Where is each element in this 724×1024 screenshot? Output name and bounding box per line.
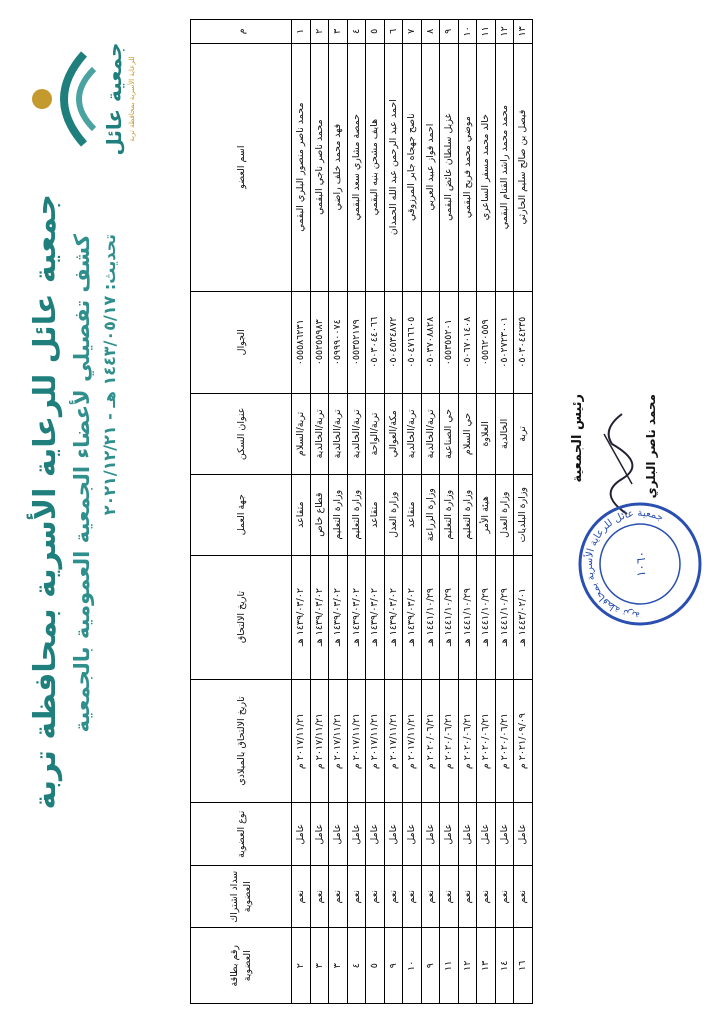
table-cell: ١٤٤١/١٠/٢٩ هـ bbox=[495, 555, 514, 679]
table-cell: ١٤٣٩/٠٣/٠٢ هـ bbox=[292, 555, 311, 679]
table-cell: ١٤٣٩/٠٣/٠٢ هـ bbox=[329, 555, 348, 679]
table-row bbox=[347, 20, 366, 1004]
table-cell: مكة/العوالي bbox=[384, 393, 403, 474]
table-cell: ١٤٤١/١٠/٢٩ هـ bbox=[421, 555, 440, 679]
stamp-ring-text: جمعية عائل للرعاية الأسرية بمحافظة تربة bbox=[583, 507, 665, 621]
table-cell: ٠٥٥٣٥٢١٧٩ bbox=[347, 291, 366, 393]
table-cell: تربة/الخالدية bbox=[329, 393, 348, 474]
signature-title: رئيس الجمعية bbox=[570, 394, 585, 483]
table-cell: وزارة البلديات bbox=[514, 474, 533, 555]
table-cell: تربة/الخالدية bbox=[310, 393, 329, 474]
table-row bbox=[458, 20, 477, 1004]
table-row bbox=[310, 20, 329, 1004]
table-cell: نعم bbox=[458, 865, 477, 928]
table-cell: ٠٥٥٣٥٥٢٠١ bbox=[440, 291, 459, 393]
table-cell: عامل bbox=[514, 803, 533, 866]
stamp-inner-text: ١٠٦٠ bbox=[634, 551, 648, 577]
table-cell: تربة/السلام bbox=[292, 393, 311, 474]
table-cell: تربة bbox=[514, 393, 533, 474]
table-cell: نعم bbox=[366, 865, 385, 928]
table-cell: وزارة الزراعة bbox=[421, 474, 440, 555]
table-cell: ١٤٣٩/٠٣/٠٢ هـ bbox=[384, 555, 403, 679]
table-cell: ٢٠٢٠/٠٦/٢١ م bbox=[440, 679, 459, 803]
column-header: الجوال bbox=[191, 291, 292, 393]
members-table bbox=[190, 19, 533, 1004]
table-cell: تربة/الواحة bbox=[366, 393, 385, 474]
table-cell: ٠٥٠٤٧١٦٦٠٥ bbox=[403, 291, 422, 393]
table-cell: نعم bbox=[310, 865, 329, 928]
table-row bbox=[514, 20, 533, 1004]
table-cell: ٠٥٠٦٧٠١٤٠٨ bbox=[458, 291, 477, 393]
table-cell: عامل bbox=[421, 803, 440, 866]
table-cell: عامل bbox=[440, 803, 459, 866]
table-cell: تربة/الخالدية bbox=[403, 393, 422, 474]
table-cell: ٠٥٠٣٠٤٤٠٦٦ bbox=[366, 291, 385, 393]
logo-text: جمعية عائل bbox=[102, 42, 126, 156]
table-cell: محمد ناصر منصور البلري البقمي bbox=[292, 43, 311, 291]
table-cell: ١٤٤١/١٠/٢٩ هـ bbox=[440, 555, 459, 679]
column-header: نوع العضوية bbox=[191, 803, 292, 866]
table-cell: ٠٥٠٤٥٣٤٨٧٢ bbox=[384, 291, 403, 393]
table-cell: نعم bbox=[403, 865, 422, 928]
signature-name: محمد ناصر البلري bbox=[644, 394, 658, 499]
table-row bbox=[384, 20, 403, 1004]
table-cell: تربة/الخالدية bbox=[421, 393, 440, 474]
table-cell: نعم bbox=[384, 865, 403, 928]
table-row bbox=[329, 20, 348, 1004]
table-cell: ٢٠١٧/١١/٢١ م bbox=[329, 679, 348, 803]
table-row bbox=[403, 20, 422, 1004]
table-cell: ٠٥٠٣٧٠٨٨٢٨ bbox=[421, 291, 440, 393]
table-cell: ٠٥٠٣٠٤٤٢٣٥ bbox=[514, 291, 533, 393]
table-cell: فهد محمد خلف راضي bbox=[329, 43, 348, 291]
table-cell: ٢٠١٧/١١/٢١ م bbox=[347, 679, 366, 803]
table-cell: نعم bbox=[292, 865, 311, 928]
table-cell: عامل bbox=[366, 803, 385, 866]
logo-tagline: للرعاية الأسرية بمحافظة تربة bbox=[128, 56, 136, 142]
table-cell: ٣ bbox=[329, 928, 348, 1004]
table-cell: ١٢ bbox=[495, 20, 514, 44]
table-cell: ٦ bbox=[384, 20, 403, 44]
table-cell: نعم bbox=[477, 865, 496, 928]
table-cell: ٠٥٥٢٥٥٩٨٣ bbox=[310, 291, 329, 393]
table-cell: ١٤٤١/١٠/٢٩ هـ bbox=[477, 555, 496, 679]
table-cell: نعم bbox=[440, 865, 459, 928]
column-header: رقم بطاقة العضوية bbox=[191, 928, 292, 1004]
table-cell: ٩ bbox=[384, 928, 403, 1004]
table-cell: ٣ bbox=[329, 20, 348, 44]
table-cell: ١٠ bbox=[403, 928, 422, 1004]
table-cell: فيصل بن صالح سليم الحارثي bbox=[514, 43, 533, 291]
table-cell: ٢٠١٧/١١/٢١ م bbox=[292, 679, 311, 803]
table-cell: العلاوة bbox=[477, 393, 496, 474]
table-cell: ٢٠٢٠/٠٦/٢١ م bbox=[458, 679, 477, 803]
table-cell: ٢٠٢٠/٠٦/٢١ م bbox=[477, 679, 496, 803]
table-cell: حمصة مشاري سعد البقمي bbox=[347, 43, 366, 291]
table-cell: هيئة الأمر bbox=[477, 474, 496, 555]
table-row bbox=[495, 20, 514, 1004]
table-cell: نعم bbox=[495, 865, 514, 928]
table-cell: وزارة العدل bbox=[384, 474, 403, 555]
table-cell: ١٦ bbox=[514, 928, 533, 1004]
official-stamp-icon bbox=[575, 499, 705, 629]
table-cell: عامل bbox=[310, 803, 329, 866]
table-cell: ٩ bbox=[440, 20, 459, 44]
table-cell: ٢٠٢١/٠٩/٠٩ م bbox=[514, 679, 533, 803]
table-cell: متقاعد bbox=[403, 474, 422, 555]
table-cell: ٧ bbox=[403, 20, 422, 44]
table-cell: وزارة التعليم bbox=[440, 474, 459, 555]
document-title: كشف تفصيلي لأعضاء الجمعية العمومية بالجمعية bbox=[70, 234, 94, 733]
table-cell: نعم bbox=[421, 865, 440, 928]
table-cell: نعم bbox=[347, 865, 366, 928]
column-header: م bbox=[191, 20, 292, 44]
table-cell: عامل bbox=[495, 803, 514, 866]
table-cell: ٢ bbox=[292, 928, 311, 1004]
table-cell: ١٣ bbox=[477, 928, 496, 1004]
table-cell: نعم bbox=[329, 865, 348, 928]
table-cell: عامل bbox=[477, 803, 496, 866]
column-header: عنوان السكن bbox=[191, 393, 292, 474]
table-cell: ١٤٣٩/٠٣/٠٢ هـ bbox=[347, 555, 366, 679]
table-cell: تربة/الخالدية bbox=[347, 393, 366, 474]
table-cell: ٢٠١٧/١١/٢١ م bbox=[366, 679, 385, 803]
table-cell: ١ bbox=[292, 20, 311, 44]
table-cell: ٠٥٩٩٩٠٠٧٤ bbox=[329, 291, 348, 393]
table-row bbox=[366, 20, 385, 1004]
table-cell: متقاعد bbox=[292, 474, 311, 555]
table-cell: وزارة التعليم bbox=[329, 474, 348, 555]
table-cell: ١٠ bbox=[458, 20, 477, 44]
table-cell: ٢٠١٧/١١/٢١ م bbox=[384, 679, 403, 803]
table-cell: حي الصناعية bbox=[440, 393, 459, 474]
table-row bbox=[477, 20, 496, 1004]
table-cell: ناصح جهجاه جابر المرزوقي bbox=[403, 43, 422, 291]
table-cell: عامل bbox=[458, 803, 477, 866]
table-row bbox=[292, 20, 311, 1004]
organization-name: جمعية عائل للرعاية الأسرية بمحافظة تربة bbox=[28, 194, 63, 810]
table-cell: ١٢ bbox=[458, 928, 477, 1004]
table-cell: موضي محمد فريح البقمي bbox=[458, 43, 477, 291]
table-cell: عامل bbox=[403, 803, 422, 866]
table-cell: ٠٥٥٦٢٠٥٥٩ bbox=[477, 291, 496, 393]
members-table-container bbox=[190, 19, 533, 1004]
table-cell: ٢٠١٧/١١/٢١ م bbox=[403, 679, 422, 803]
table-cell: عامل bbox=[384, 803, 403, 866]
table-cell: ٥ bbox=[366, 20, 385, 44]
table-cell: ٠٥٠٢٧٢٣٠٠١ bbox=[495, 291, 514, 393]
table-header-row bbox=[191, 20, 292, 1004]
table-cell: ١٤٤٣/٠٢/٠١ هـ bbox=[514, 555, 533, 679]
table-cell: ١٤٤١/١٠/٢٩ هـ bbox=[458, 555, 477, 679]
column-header: سداد اشتراك العضوية bbox=[191, 865, 292, 928]
table-row bbox=[440, 20, 459, 1004]
table-body bbox=[292, 20, 533, 1004]
table-cell: عامل bbox=[329, 803, 348, 866]
column-header: جهة العمل bbox=[191, 474, 292, 555]
table-cell: ١٤٣٩/٠٣/٠٢ هـ bbox=[310, 555, 329, 679]
table-cell: وزارة العدل bbox=[495, 474, 514, 555]
table-cell: ٨ bbox=[421, 20, 440, 44]
table-cell: ٣ bbox=[310, 928, 329, 1004]
table-cell: ١١ bbox=[477, 20, 496, 44]
table-cell: متقاعد bbox=[366, 474, 385, 555]
column-header: تاريخ الالتحاق بالميلادي bbox=[191, 679, 292, 803]
table-cell: احمد عبد الرحمن عبد الله الحمدان bbox=[384, 43, 403, 291]
table-row bbox=[421, 20, 440, 1004]
table-cell: نعم bbox=[514, 865, 533, 928]
table-cell: الخالدية bbox=[495, 393, 514, 474]
table-cell: وزارة التعليم bbox=[347, 474, 366, 555]
table-cell: قطاع خاص bbox=[310, 474, 329, 555]
table-cell: ٠٥٥٥٨٦٢٣١ bbox=[292, 291, 311, 393]
table-cell: ٢ bbox=[310, 20, 329, 44]
table-cell: ١٤٣٩/٠٣/٠٢ هـ bbox=[366, 555, 385, 679]
table-cell: وزارة التعليم bbox=[458, 474, 477, 555]
table-cell: ٢٠٢٠/٠٦/٢١ م bbox=[495, 679, 514, 803]
organization-logo bbox=[24, 24, 144, 174]
column-header: تاريخ الالتحاق bbox=[191, 555, 292, 679]
table-cell: ١٣ bbox=[514, 20, 533, 44]
update-date: تحديث: ١٤٤٣/٠٥/١٧ هـ - ٢٠٢١/١٢/٢١ bbox=[100, 234, 119, 516]
table-cell: حي السلام bbox=[458, 393, 477, 474]
table-cell: خالد محمد مسفر الساعري bbox=[477, 43, 496, 291]
table-cell: ٩ bbox=[421, 928, 440, 1004]
table-cell: ١٤ bbox=[495, 928, 514, 1004]
table-cell: محمد محمد راشد القنام البقمي bbox=[495, 43, 514, 291]
table-cell: ٥ bbox=[366, 928, 385, 1004]
table-cell: ٤ bbox=[347, 928, 366, 1004]
table-cell: عامل bbox=[347, 803, 366, 866]
logo-mark-icon bbox=[24, 24, 104, 174]
column-header: اسم العضو bbox=[191, 43, 292, 291]
table-cell: هايف مشحن بنيه البقمي bbox=[366, 43, 385, 291]
table-cell: غزيل سلطان عائض البقمي bbox=[440, 43, 459, 291]
table-cell: محمد ناصر ناجي البقمي bbox=[310, 43, 329, 291]
table-cell: ٢٠١٧/١١/٢١ م bbox=[310, 679, 329, 803]
table-cell: ١١ bbox=[440, 928, 459, 1004]
table-cell: عامل bbox=[292, 803, 311, 866]
table-cell: ٢٠٢٠/٠٦/٢١ م bbox=[421, 679, 440, 803]
table-cell: ١٤٣٩/٠٣/٠٢ هـ bbox=[403, 555, 422, 679]
table-cell: ٤ bbox=[347, 20, 366, 44]
table-cell: احمد فواز عبيد العربي bbox=[421, 43, 440, 291]
